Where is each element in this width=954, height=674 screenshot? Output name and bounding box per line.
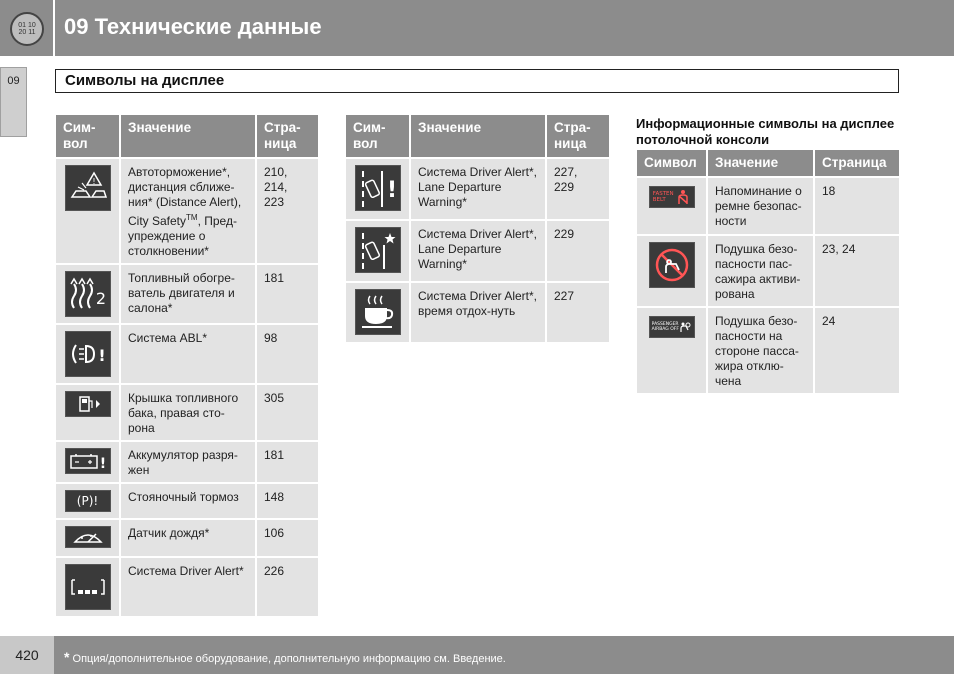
row-page: 106	[256, 519, 319, 557]
svg-text:!: !	[99, 456, 106, 471]
lane-departure-warning-icon	[355, 165, 401, 211]
col-page-header: Страница	[814, 149, 900, 177]
table-row	[55, 384, 319, 441]
driver-alert-bars-icon	[65, 564, 111, 610]
col-meaning-header: Значение	[120, 114, 256, 158]
coffee-cup-icon	[355, 289, 401, 335]
row-page: 227, 229	[546, 158, 610, 220]
table-row	[345, 158, 610, 220]
table-row	[345, 220, 610, 282]
row-meaning: Система Driver Alert*, время отдох-нуть	[410, 282, 546, 343]
col-meaning-header: Значение	[410, 114, 546, 158]
fasten-belt-icon: FASTEN BELT	[649, 186, 695, 208]
row-page: 305	[256, 384, 319, 441]
symbols-table-1	[54, 113, 320, 618]
row-meaning: Напоминание о ремне безопас-ности	[707, 177, 814, 235]
col-symbol-header: Сим- вол	[345, 114, 410, 158]
header-divider	[53, 0, 55, 56]
chapter-logo-icon: 01 10 20 11	[10, 12, 44, 46]
row-page: 227	[546, 282, 610, 343]
row-meaning: Подушка безо-пасности пас-сажира активи-рована	[707, 235, 814, 307]
table-row	[55, 324, 319, 384]
symbols-table-2	[344, 113, 611, 344]
col-meaning-header: Значение	[707, 149, 814, 177]
row-page: 98	[256, 324, 319, 384]
svg-text:!: !	[97, 346, 106, 365]
table-header-row	[55, 114, 319, 158]
battery-icon	[65, 448, 111, 474]
row-meaning: Система Driver Alert*, Lane Departure Warning*	[410, 220, 546, 282]
table-row	[55, 557, 319, 617]
row-meaning: Аккумулятор разря-жен	[120, 441, 256, 483]
rain-sensor-icon	[65, 526, 111, 548]
table-row	[636, 307, 900, 394]
table-row	[636, 235, 900, 307]
svg-text:!: !	[386, 178, 397, 203]
row-meaning: Система Driver Alert*	[120, 557, 256, 617]
section-title: Символы на дисплее	[55, 69, 899, 93]
row-page: 18	[814, 177, 900, 235]
airbag-active-icon	[649, 242, 695, 288]
table-row	[55, 264, 319, 324]
chapter-tab[interactable]: 09	[0, 67, 27, 137]
row-meaning: Стояночный тормоз	[120, 483, 256, 519]
row-page: 23, 24	[814, 235, 900, 307]
svg-text:!: !	[91, 177, 96, 186]
col-symbol-header: Сим- вол	[55, 114, 120, 158]
console-symbols-heading: Информационные символы на дисплее потолочной консоли	[636, 116, 895, 147]
table-row	[55, 483, 319, 519]
page-number: 420	[0, 636, 54, 674]
console-symbols-table	[635, 148, 901, 395]
chapter-title: 09 Технические данные	[64, 14, 322, 39]
footnote: * Опция/дополнительное оборудование, дополнительную информацию см. Введение.	[64, 649, 506, 665]
col-page-header: Стра- ница	[546, 114, 610, 158]
row-page: 24	[814, 307, 900, 394]
row-meaning: Крышка топливного бака, правая сто-рона	[120, 384, 256, 441]
row-page: 229	[546, 220, 610, 282]
passenger-airbag-off-icon: PASSENGER AIRBAG OFF	[649, 316, 695, 338]
row-meaning: Система ABL*	[120, 324, 256, 384]
row-meaning: Подушка безо-пасности на стороне пасса-жира отклю-чена	[707, 307, 814, 394]
table-header-row	[636, 149, 900, 177]
row-page: 181	[256, 441, 319, 483]
parking-brake-icon: (P)!	[65, 490, 111, 512]
page-header	[0, 0, 954, 56]
collision-warning-icon	[65, 165, 111, 211]
row-page: 148	[256, 483, 319, 519]
col-page-header: Стра- ница	[256, 114, 319, 158]
engine-heater-icon	[65, 271, 111, 317]
lane-departure-active-icon	[355, 227, 401, 273]
table-row	[55, 441, 319, 483]
row-meaning: Топливный обогре-ватель двигателя и салона*	[120, 264, 256, 324]
row-page: 210, 214, 223	[256, 158, 319, 264]
table-row	[55, 519, 319, 557]
row-page: 181	[256, 264, 319, 324]
col-symbol-header: Символ	[636, 149, 707, 177]
table-row: ! Автоторможение*, дистанция сближе-ния* (Distance Alert), City Safety™, Пред-упреждение о столкновении* 210, 214, 223	[55, 158, 319, 264]
table-row	[345, 282, 610, 343]
abl-lamp-icon	[65, 331, 111, 377]
svg-text:2: 2	[95, 289, 106, 308]
row-meaning: Автоторможение*, дистанция сближе-ния* (Distance Alert), City Safety	[128, 165, 242, 228]
table-row	[636, 177, 900, 235]
row-meaning: Датчик дождя*	[120, 519, 256, 557]
fuel-cap-icon	[65, 391, 111, 417]
row-meaning: Система Driver Alert*, Lane Departure Warning*	[410, 158, 546, 220]
table-header-row	[345, 114, 610, 158]
row-page: 226	[256, 557, 319, 617]
